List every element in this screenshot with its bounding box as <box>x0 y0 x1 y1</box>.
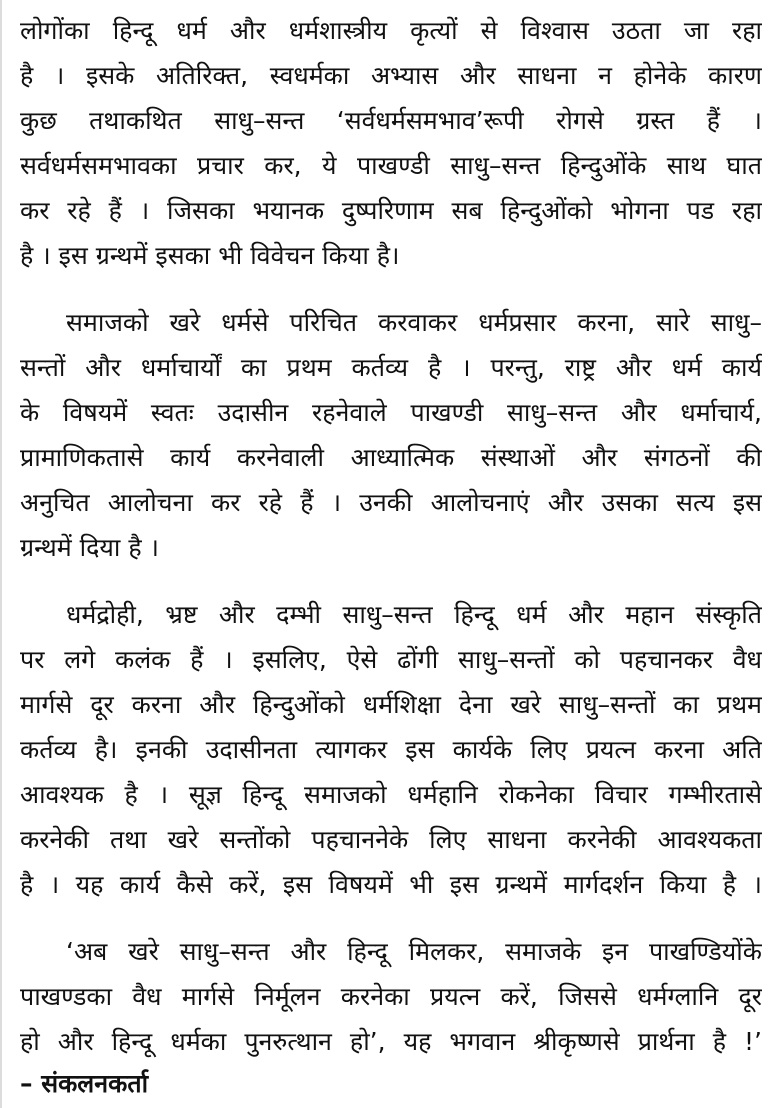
text-line: धर्मद्रोही, भ्रष्ट और दम्भी साधु–सन्त हिन्दू धर्म और महान संस्कृति <box>66 600 762 629</box>
text-line: कुछ तथाकथित साधु–सन्त ‘सर्वधर्मसमभाव’रूपी रोगसे ग्रस्त हैं । <box>20 106 762 135</box>
paragraph-3 <box>20 592 762 907</box>
signature: – संकलनकर्ता <box>20 1069 149 1098</box>
text-line: मार्गसे दूर करना और हिन्दुओंको धर्मशिक्षा देना खरे साधु–सन्तों का प्रथम <box>20 690 762 719</box>
text-line: पर लगे कलंक हैं । इसलिए, ऐसे ढोंगी साधु–सन्तों को पहचानकर वैध <box>20 645 762 674</box>
text-line: अनुचित आलोचना कर रहे हैं । उनकी आलोचनाएं और उसका सत्य इस <box>20 488 762 517</box>
text-line: समाजको खरे धर्मसे परिचित करवाकर धर्मप्रसार करना, सारे साधु– <box>66 308 762 337</box>
text-line: ‘अब खरे साधु–सन्त और हिन्दू मिलकर, समाजके इन पाखण्डियोंके <box>66 937 762 966</box>
text-line: ग्रन्थमें दिया है । <box>20 533 160 562</box>
text-line: हो और हिन्दू धर्मका पुनरुत्थान हो’, यह भगवान श्रीकृष्णसे प्रार्थना है !’ <box>20 1027 762 1056</box>
text-line: प्रामाणिकतासे कार्य करनेवाली आध्यात्मिक संस्थाओं और संगठनों की <box>20 443 762 472</box>
text-line: पाखण्डका वैध मार्गसे निर्मूलन करनेका प्रयत्न करें, जिससे धर्मग्लानि दूर <box>20 982 762 1011</box>
paragraph-2 <box>20 300 762 570</box>
text-line: है । इसके अतिरिक्त, स्वधर्मका अभ्यास और साधना न होनेके कारण <box>20 61 762 90</box>
text-line: करनेकी तथा खरे सन्तोंको पहचाननेके लिए साधना करनेकी आवश्यकता <box>20 825 762 854</box>
text-line: सन्तों और धर्माचार्यों का प्रथम कर्तव्य है । परन्तु, राष्ट्र और धर्म कार्य <box>20 353 762 382</box>
text-line: है । यह कार्य कैसे करें, इस विषयमें भी इस ग्रन्थमें मार्गदर्शन किया है । <box>20 870 762 899</box>
document-page <box>20 8 762 1104</box>
text-line: है । इस ग्रन्थमें इसका भी विवेचन किया है। <box>20 241 400 270</box>
paragraph-1 <box>20 8 762 278</box>
page-edge <box>0 0 2 1108</box>
text-line: सर्वधर्मसमभावका प्रचार कर, ये पाखण्डी साधु–सन्त हिन्दुओंके साथ घात <box>20 151 762 180</box>
text-line: कर रहे हैं । जिसका भयानक दुष्परिणाम सब हिन्दुओंको भोगना पड रहा <box>20 196 762 225</box>
text-line: के विषयमें स्वतः उदासीन रहनेवाले पाखण्डी साधु–सन्त और धर्माचार्य, <box>20 398 762 427</box>
text-line: लोगोंका हिन्दू धर्म और धर्मशास्त्रीय कृत्यों से विश्वास उठता जा रहा <box>20 16 762 45</box>
text-line: आवश्यक है । सूज्ञ हिन्दू समाजको धर्महानि रोकनेका विचार गम्भीरतासे <box>20 780 762 809</box>
paragraph-4 <box>20 929 762 1064</box>
text-line: कर्तव्य है। इनकी उदासीनता त्यागकर इस कार्यके लिए प्रयत्न करना अति <box>20 735 762 764</box>
